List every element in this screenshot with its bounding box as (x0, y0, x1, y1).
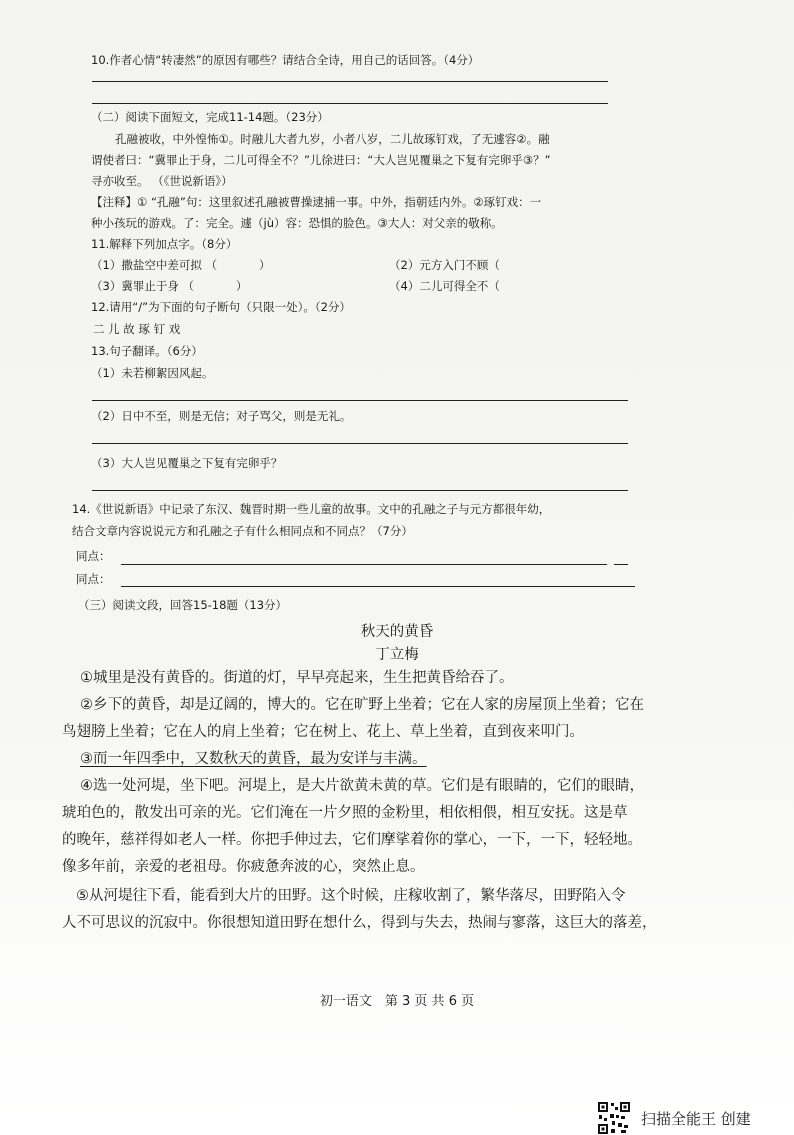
paragraph-line: ①城里是没有黄昏的。街道的灯，早早亮起来，生生把黄昏给吞了。 (80, 670, 514, 686)
q11-item-close: ） (258, 258, 271, 272)
paragraph-line: 琥珀色的，散发出可亲的光。它们淹在一片夕照的金粉里，相依相偎，相互安抚。这是草 (62, 805, 628, 821)
paragraph-line: ⑤从河堤往下看，能看到大片的田野。这个时候，庄稼收割了，繁华落尽，田野陷入令 (76, 888, 626, 904)
q13-item: （1）未若柳絮因风起。 (91, 366, 214, 380)
paragraph-line: ②乡下的黄昏，却是辽阔的，博大的。它在旷野上坐着；它在人家的房屋顶上坐着；它在 (80, 697, 644, 713)
answer-line (92, 81, 608, 82)
q13-item: （2）日中不至，则是无信；对子骂父，则是无礼。 (91, 409, 352, 423)
q11-item-text: （1）撒盐空中差可拟 （ (91, 258, 217, 272)
passage-line: 谓使者曰：“冀罪止于身，二儿可得全不？”儿徐进曰：“大人岂见覆巢之下复有完卵乎③？” (91, 153, 551, 167)
passage-line: 寻亦收至。 （《世说新语》） (91, 174, 233, 188)
underlined-sentence: ③而一年四季中，又数秋天的黄昏，最为安详与丰满。 (80, 751, 427, 767)
q11-item: （4）二儿可得全不（ (389, 279, 500, 293)
question-14-line: 结合文章内容说说元方和孔融之子有什么相同点和不同点？（7分） (72, 524, 413, 538)
q11-item: （2）元方入门不顾（ (389, 258, 500, 272)
answer-line (92, 443, 628, 444)
paragraph-line: 像多年前，亲爱的老祖母。你疲惫奔波的心，突然止息。 (62, 859, 425, 875)
article-author: 丁立梅 (375, 647, 419, 663)
question-12: 12.请用“/”为下面的句子断句（只限一处）。（2分） (91, 300, 351, 314)
q12-sentence: 二 儿 故 琢 钉 戏 (93, 322, 181, 336)
qr-code-icon (597, 1101, 631, 1135)
question-13: 13.句子翻译。（6分） (91, 344, 203, 358)
notes-line: 种小孩玩的游戏。了：完全。遽（jù）容：恐惧的脸色。③大人：对父亲的敬称。 (91, 216, 503, 230)
diff-point-label: 同点： (76, 572, 111, 586)
page-footer: 初一语文 第 3 页 共 6 页 (319, 994, 475, 1009)
article-title: 秋天的黄昏 (360, 624, 434, 640)
paragraph-line: 人不可思议的沉寂中。你很想知道田野在想什么，得到与失去，热闹与寥落，这巨大的落差， (62, 915, 657, 931)
answer-line (121, 564, 607, 565)
question-14: 14.《世说新语》中记录了东汉、魏晋时期一些儿童的故事。文中的孔融之子与元方都很年幼， (72, 502, 551, 516)
q11-item (91, 256, 270, 274)
paragraph-line: 的晚年，慈祥得如老人一样。你把手伸过去，它们摩挲着你的掌心，一下，一下，轻轻地。 (62, 832, 642, 848)
section-2-heading: （二）阅读下面短文，完成11-14题。（23分） (91, 110, 329, 124)
q13-item: （3）大人岂见覆巢之下复有完卵乎？ (91, 456, 283, 470)
notes-line: 【注释】① “孔融”句：这里叙述孔融被曹操逮捕一事。中外，指朝廷内外。②琢钉戏：一 (91, 195, 542, 209)
q11-item-text: （3）冀罪止于身 （ (91, 279, 194, 293)
answer-line (121, 586, 635, 587)
q11-item-close: ） (235, 279, 248, 293)
answer-line (92, 400, 628, 401)
same-point-label: 同点： (76, 549, 111, 563)
q11-item (91, 277, 247, 295)
answer-line (614, 564, 628, 565)
question-10: 10.作者心情“转凄然”的原因有哪些？请结合全诗，用自己的话回答。（4分） (91, 53, 480, 67)
paragraph-line: ④选一处河堤，坐下吧。河堤上，是大片欲黄未黄的草。它们是有眼睛的，它们的眼睛， (80, 778, 644, 794)
answer-line (92, 490, 628, 491)
answer-line (92, 103, 608, 104)
section-3-heading: （三）阅读文段，回答15-18题（13分） (78, 598, 288, 612)
paragraph-line: 鸟翅膀上坐着；它在人的肩上坐着；它在树上、花上、草上坐着，直到夜来叩门。 (62, 724, 584, 740)
scanner-brand: 扫描全能王 创建 (641, 1110, 751, 1128)
question-11: 11.解释下列加点字。（8分） (91, 237, 238, 251)
passage-line: 孔融被收，中外惶怖①。时融儿大者九岁，小者八岁，二儿故琢钉戏，了无遽容②。融 (115, 132, 550, 146)
